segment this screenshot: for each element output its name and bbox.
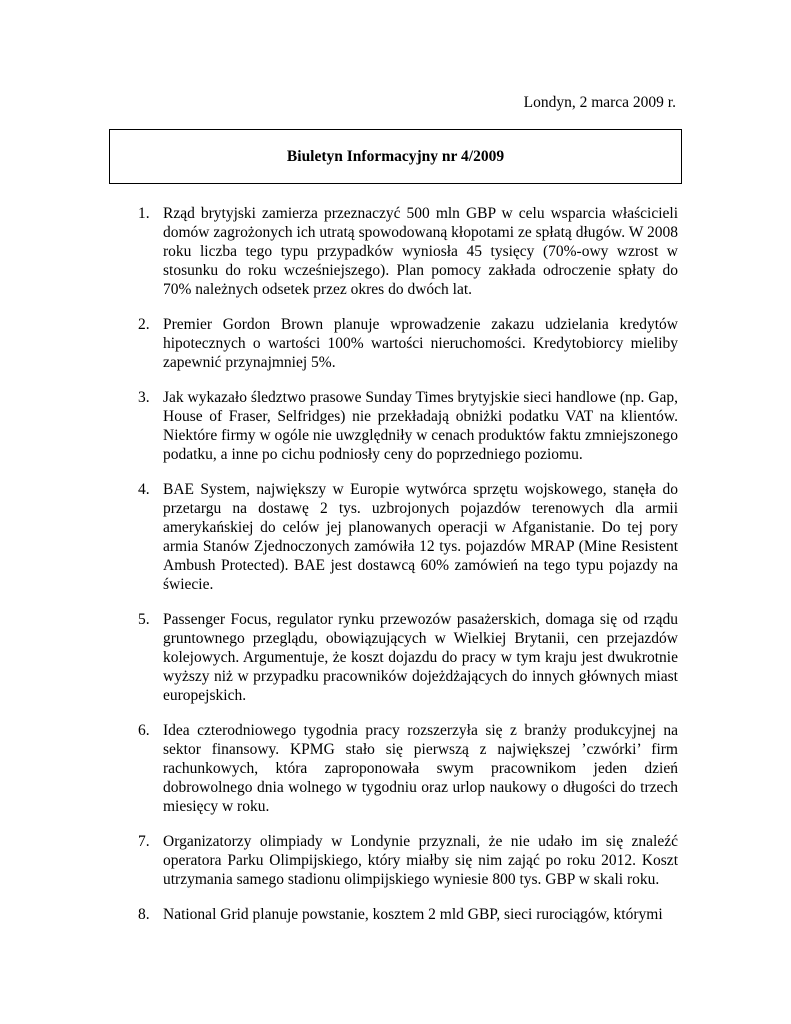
item-number: 7. xyxy=(138,833,150,850)
item-text: Passenger Focus, regulator rynku przewozów pasażerskich, domaga się od rządu gruntownego przeglądu, obowiązujących w Wielkiej Brytanii, cen przejazdów kolejowych. Argumentuje, że koszt dojazdu do pracy w tym kraju jest dwukrotnie wyższy niż w przypadku pracowników dojeżdżających do innych głównych miast europejskich. xyxy=(163,611,678,704)
news-item-7 xyxy=(0,832,791,889)
news-item-2 xyxy=(0,315,791,372)
item-number: 8. xyxy=(138,906,150,923)
news-list xyxy=(0,204,791,940)
item-number: 3. xyxy=(138,389,150,406)
item-number: 1. xyxy=(138,205,150,222)
item-text: Idea czterodniowego tygodnia pracy rozszerzyła się z branży produkcyjnej na sektor finansowy. KPMG stało się pierwszą z największej ’czwórki’ firm rachunkowych, która zaproponowała swym pracownikom jeden dzień dobrowolnego dnia wolnego w tygodniu oraz urlop naukowy o długości do trzech miesięcy w roku. xyxy=(163,722,678,815)
item-number: 6. xyxy=(138,722,150,739)
title-box xyxy=(109,129,682,184)
news-item-8 xyxy=(0,905,791,924)
item-text: National Grid planuje powstanie, kosztem 2 mld GBP, sieci rurociągów, którymi xyxy=(163,906,663,923)
item-number: 2. xyxy=(138,316,150,333)
item-text: Rząd brytyjski zamierza przeznaczyć 500 mln GBP w celu wsparcia właścicieli domów zagrożonych ich utratą spowodowaną kłopotami ze spłatą długów. W 2008 roku liczba tego typu przypadków wyniosła 45 tysięcy (70%-owy wzrost w stosunku do roku wcześniejszego). Plan pomocy zakłada odroczenie spłaty do 70% należnych odsetek przez okres do dwóch lat. xyxy=(163,205,678,298)
document-date: Londyn, 2 marca 2009 r. xyxy=(523,94,676,111)
news-item-5 xyxy=(0,610,791,705)
item-text: Organizatorzy olimpiady w Londynie przyznali, że nie udało im się znaleźć operatora Parku Olimpijskiego, który miałby się nim zająć po roku 2012. Koszt utrzymania samego stadionu olimpijskiego wyniesie 800 tys. GBP w skali roku. xyxy=(163,833,678,888)
item-number: 5. xyxy=(138,611,150,628)
item-text: Premier Gordon Brown planuje wprowadzenie zakazu udzielania kredytów hipotecznych o wartości 100% wartości nieruchomości. Kredytobiorcy mieliby zapewnić przynajmniej 5%. xyxy=(163,316,678,371)
news-item-6 xyxy=(0,721,791,816)
news-item-3 xyxy=(0,388,791,464)
news-item-1 xyxy=(0,204,791,299)
news-item-4 xyxy=(0,480,791,594)
document-title: Biuletyn Informacyjny nr 4/2009 xyxy=(286,147,505,165)
item-text: Jak wykazało śledztwo prasowe Sunday Times brytyjskie sieci handlowe (np. Gap, House of Fraser, Selfridges) nie przekładają obniżki podatku VAT na klientów. Niektóre firmy w ogóle nie uwzględniły w cenach produktów faktu zmniejszonego podatku, a inne po cichu podniosły ceny do poprzedniego poziomu. xyxy=(163,389,678,463)
item-number: 4. xyxy=(138,481,150,498)
item-text: BAE System, największy w Europie wytwórca sprzętu wojskowego, stanęła do przetargu na dostawę 2 tys. uzbrojonych pojazdów terenowych dla armii amerykańskiej do celów jej planowanych operacji w Afganistanie. Do tej pory armia Stanów Zjednoczonych zamówiła 12 tys. pojazdów MRAP (Mine Resistent Ambush Protected). BAE jest dostawcą 60% zamówień na tego typu pojazdy na świecie. xyxy=(163,481,678,593)
